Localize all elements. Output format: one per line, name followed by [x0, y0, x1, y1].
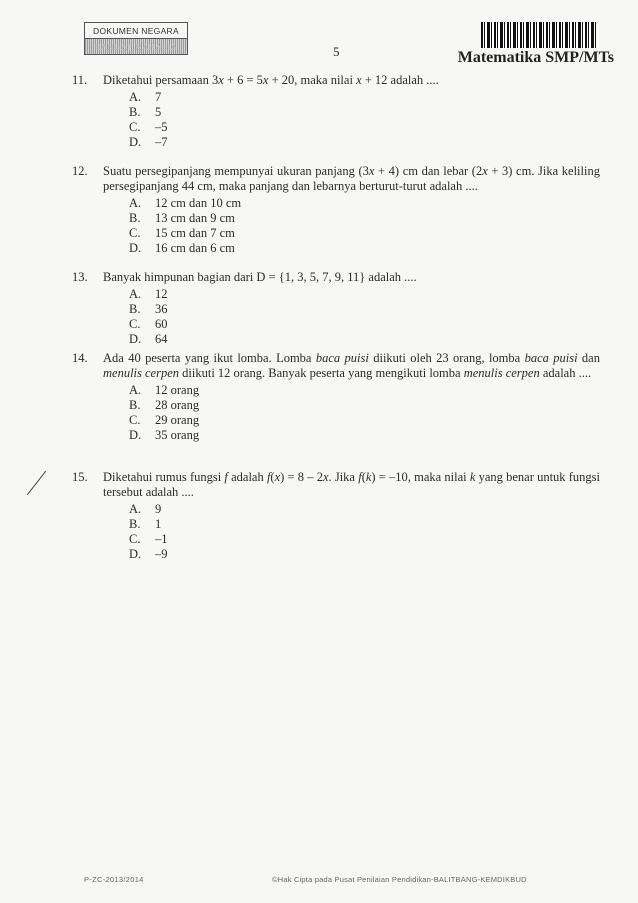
option-text: 9 — [155, 502, 162, 516]
question-text: Ada 40 peserta yang ikut lomba. Lomba baca puisi diikuti oleh 23 orang, lomba baca puisi dan menulis cerpen diikuti 12 orang. Banyak peserta yang mengikuti lomba menulis cerpen adalah .... — [103, 351, 600, 380]
answer-options — [129, 287, 600, 347]
question-number: 12. — [72, 164, 88, 178]
question-number: 13. — [72, 270, 88, 284]
option-letter: C. — [129, 532, 141, 546]
answer-option[interactable] — [129, 428, 600, 443]
option-letter: A. — [129, 196, 142, 210]
option-text: –7 — [155, 135, 168, 149]
option-letter: B. — [129, 398, 141, 412]
answer-option[interactable] — [129, 398, 600, 413]
answer-option[interactable] — [129, 547, 600, 562]
option-text: 64 — [155, 332, 168, 346]
answer-option[interactable] — [129, 211, 600, 226]
answer-options — [129, 196, 600, 256]
option-text: –5 — [155, 120, 168, 134]
option-letter: D. — [129, 135, 142, 149]
option-letter: B. — [129, 302, 141, 316]
question-text: Diketahui rumus fungsi f adalah f(x) = 8 – 2x. Jika f(k) = –10, maka nilai k yang benar untuk fungsi tersebut adalah .... — [103, 470, 601, 499]
option-letter: B. — [129, 517, 141, 531]
answer-option[interactable] — [129, 532, 600, 547]
answer-option[interactable] — [129, 302, 600, 317]
option-text: 5 — [155, 105, 162, 119]
answer-options — [129, 383, 600, 443]
option-letter: C. — [129, 413, 141, 427]
barcode-icon — [481, 22, 596, 48]
option-letter: A. — [129, 287, 142, 301]
question-number: 11. — [72, 73, 88, 87]
stamp-label-bottom: SANGAT RAHASIA — [85, 39, 187, 54]
question-15 — [72, 470, 600, 562]
question-12 — [72, 164, 600, 256]
option-letter: D. — [129, 547, 142, 561]
page-number: 5 — [333, 44, 340, 59]
option-text: 12 — [155, 287, 168, 301]
answer-option[interactable] — [129, 135, 600, 150]
answer-option[interactable] — [129, 226, 600, 241]
option-text: 28 orang — [155, 398, 200, 412]
subject-title: Matematika SMP/MTs — [457, 49, 614, 66]
option-letter: A. — [129, 90, 142, 104]
answer-option[interactable] — [129, 196, 600, 211]
option-text: 12 orang — [155, 383, 200, 397]
answer-option[interactable] — [129, 317, 600, 332]
answer-option[interactable] — [129, 502, 600, 517]
option-text: 29 orang — [155, 413, 200, 427]
option-text: 12 cm dan 10 cm — [155, 196, 242, 210]
question-number: 15. — [72, 470, 88, 484]
option-text: 60 — [155, 317, 168, 331]
option-letter: C. — [129, 120, 141, 134]
answer-option[interactable] — [129, 517, 600, 532]
footer-copyright: ©Hak Cipta pada Pusat Penilaian Pendidikan-BALITBANG-KEMDIKBUD — [272, 875, 527, 884]
answer-option[interactable] — [129, 241, 600, 256]
answer-option[interactable] — [129, 105, 600, 120]
stamp-label-top: DOKUMEN NEGARA — [85, 23, 187, 39]
answer-option[interactable] — [129, 332, 600, 347]
option-letter: A. — [129, 383, 142, 397]
answer-option[interactable] — [129, 413, 600, 428]
option-letter: D. — [129, 428, 142, 442]
pen-tick-mark — [27, 471, 46, 495]
question-number: 14. — [72, 351, 88, 365]
option-text: –9 — [155, 547, 168, 561]
option-letter: C. — [129, 317, 141, 331]
question-text: Banyak himpunan bagian dari D = {1, 3, 5, 7, 9, 11} adalah .... — [103, 270, 417, 284]
option-letter: B. — [129, 211, 141, 225]
question-14 — [72, 351, 600, 443]
option-text: 16 cm dan 6 cm — [155, 241, 235, 255]
question-11 — [72, 73, 600, 150]
option-text: –1 — [155, 532, 168, 546]
option-text: 7 — [155, 90, 162, 104]
option-letter: D. — [129, 241, 142, 255]
answer-options — [129, 502, 600, 562]
footer-code: P-ZC-2013/2014 — [84, 875, 144, 884]
option-text: 13 cm dan 9 cm — [155, 211, 235, 225]
answer-option[interactable] — [129, 120, 600, 135]
question-13 — [72, 270, 600, 347]
option-letter: A. — [129, 502, 142, 516]
option-letter: C. — [129, 226, 141, 240]
option-text: 15 cm dan 7 cm — [155, 226, 235, 240]
option-letter: B. — [129, 105, 141, 119]
option-text: 1 — [155, 517, 162, 531]
option-text: 35 orang — [155, 428, 200, 442]
answer-option[interactable] — [129, 90, 600, 105]
option-text: 36 — [155, 302, 168, 316]
document-stamp — [84, 22, 188, 55]
question-text: Diketahui persamaan 3x + 6 = 5x + 20, maka nilai x + 12 adalah .... — [103, 73, 439, 87]
option-letter: D. — [129, 332, 142, 346]
answer-options — [129, 90, 600, 150]
answer-option[interactable] — [129, 287, 600, 302]
answer-option[interactable] — [129, 383, 600, 398]
question-text: Suatu persegipanjang mempunyai ukuran panjang (3x + 4) cm dan lebar (2x + 3) cm. Jika keliling persegipanjang 44 cm, maka panjang dan lebarnya berturut-turut adalah .... — [103, 164, 600, 193]
